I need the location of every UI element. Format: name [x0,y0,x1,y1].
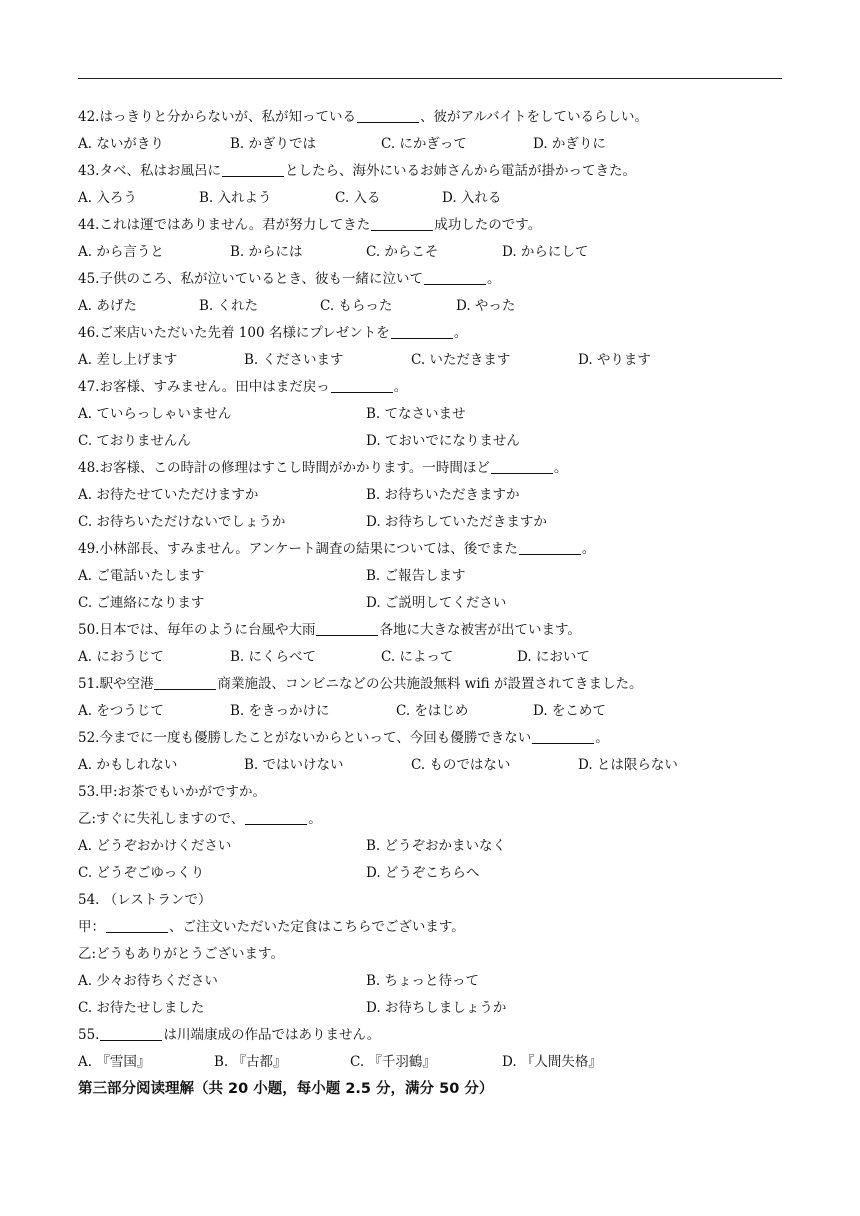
answer-blank [424,270,486,285]
question-44 [78,212,798,239]
options-54-row1 [78,968,798,995]
options-49-row1 [78,563,798,590]
question-text: 乙:どうもありがとうございます。 [78,946,284,962]
answer-blank [222,162,284,177]
options-47-row1 [78,401,798,428]
option-b: B. をきっかけに [230,703,330,719]
question-text: 日本では、毎年のように台風や大雨 [99,622,316,638]
question-text: 各地に大きな被害が出ています。 [379,622,581,638]
option-d: D. とは限らない [578,757,678,773]
answer-blank [245,810,307,825]
question-42 [78,104,798,131]
question-52 [78,725,798,752]
option-c: C. お待たせしました [78,1000,205,1016]
question-text: 甲： [78,919,105,935]
options-47-row2 [78,428,798,455]
option-d: D. やった [456,298,516,314]
question-number: 46. [78,325,100,341]
question-50 [78,617,798,644]
answer-blank [371,216,433,231]
option-c: C. もらった [320,298,393,314]
option-c: C. ご連絡になります [78,595,205,611]
question-text: これは運ではありません。君が努力してきた [99,217,371,233]
option-d: D. どうぞこちらへ [366,865,480,881]
answer-blank [100,1026,162,1041]
option-b: B. てなさいませ [366,406,466,422]
question-text: ご来店いただいた先着 100 名様にプレゼントを [99,325,390,341]
option-b: B. にくらべて [230,649,317,665]
question-text: はっきりと分からないが、私が知っている [99,109,356,125]
question-number: 54. [78,892,100,908]
option-d: D. やります [578,352,651,368]
option-c: C. ておりませんん [78,433,191,449]
header-rule [78,78,782,79]
question-number: 51. [78,676,100,692]
answer-blank [106,918,168,933]
option-c: C. 『千羽鶴』 [350,1054,436,1070]
option-b: B. かぎりでは [230,136,317,152]
option-d: D. お待ちしていただきますか [366,514,547,530]
question-text: 子供のころ、私が泣いているとき、彼も一緒に泣いて [99,271,423,287]
question-text: 成功したのです。 [434,217,542,233]
option-a: A. ていらっしゃいません [78,406,232,422]
question-number: 50. [78,622,100,638]
option-a: A. から言うと [78,244,164,260]
option-a: A. あげた [78,298,137,314]
option-d: D. お待ちしましょうか [366,1000,507,1016]
question-45 [78,266,798,293]
option-d: D. ておいでになりません [366,433,520,449]
question-text: 。 [595,730,609,746]
question-number: 53. [78,784,100,800]
answer-blank [154,675,216,690]
question-51 [78,671,798,698]
option-b: B. ではいけない [244,757,344,773]
options-44 [78,239,798,266]
question-number: 49. [78,541,100,557]
option-c: C. にかぎって [381,136,467,152]
option-b: B. ご報告します [366,568,466,584]
options-53-row1 [78,833,798,860]
question-text: 。 [393,379,408,395]
question-54-line2 [78,941,798,968]
option-d: D. からにして [502,244,589,260]
question-55 [78,1022,798,1049]
question-46 [78,320,798,347]
option-d: D. 入れる [442,190,502,206]
question-43 [78,158,798,185]
question-text: 。 [553,460,568,476]
question-number: 42. [78,109,100,125]
option-b: B. くださいます [244,352,344,368]
options-55 [78,1049,798,1076]
option-a: A. 入ろう [78,190,137,206]
option-c: C. どうぞごゆっくり [78,865,205,881]
question-number: 43. [78,163,100,179]
option-a: A. ご電話いたします [78,568,205,584]
question-text: 、彼がアルバイトをしているらしい。 [419,109,648,125]
option-d: D. ご説明してください [366,595,507,611]
options-53-row2 [78,860,798,887]
option-b: B. からには [230,244,303,260]
option-d: D. 『人間失格』 [502,1054,602,1070]
option-c: C. いただきます [411,352,511,368]
options-48-row2 [78,509,798,536]
question-number: 44. [78,217,100,233]
option-a: A. どうぞおかけください [78,838,232,854]
question-number: 47. [78,379,100,395]
question-text: は川端康成の作品ではありません。 [163,1027,381,1043]
option-a: A. 『雪国』 [78,1054,151,1070]
question-49 [78,536,798,563]
question-54-line1 [78,914,798,941]
options-50 [78,644,798,671]
question-number: 48. [78,460,100,476]
option-c: C. からこそ [366,244,439,260]
answer-blank [532,729,594,744]
question-text: 。 [308,811,322,827]
option-a: A. お待たせていただけますか [78,487,259,503]
question-text: （レストランで） [103,892,212,908]
option-b: B. 『古都』 [214,1054,287,1070]
options-42 [78,131,798,158]
option-b: B. どうぞおかまいなく [366,838,507,854]
option-b: B. お待ちいただきますか [366,487,520,503]
answer-blank [316,621,378,636]
options-51 [78,698,798,725]
question-text: 。 [486,271,501,287]
question-text: 甲:お茶でもいかがですか。 [99,784,267,800]
question-47 [78,374,798,401]
option-a: A. ないがきり [78,136,164,152]
question-text: 駅や空港 [99,676,154,692]
option-a: A. をつうじて [78,703,164,719]
question-text: 。 [581,541,596,557]
question-text: 小林部長、すみません。アンケート調査の結果については、後でまた [99,541,518,557]
question-text: タベ、私はお風呂に [99,163,221,179]
answer-blank [491,459,553,474]
option-b: B. ちょっと待って [366,973,480,989]
answer-blank [357,108,419,123]
question-text: 、ご注文いただいた定食はこちらでございます。 [169,919,465,935]
option-d: D. をこめて [533,703,606,719]
options-46 [78,347,798,374]
options-43 [78,185,798,212]
options-45 [78,293,798,320]
question-48 [78,455,798,482]
question-number: 55. [78,1027,100,1043]
answer-blank [519,540,581,555]
option-b: B. 入れよう [199,190,272,206]
question-53-reply [78,806,798,833]
option-d: D. かぎりに [533,136,606,152]
option-a: A. 差し上げます [78,352,178,368]
option-c: C. お待ちいただけないでしょうか [78,514,286,530]
question-text: としたら、海外にいるお姉さんから電話が掛かってきた。 [284,163,636,179]
answer-blank [331,378,393,393]
options-52 [78,752,798,779]
question-text: 今までに一度も優勝したことがないからといって、今回も優勝できない [99,730,532,746]
option-a: A. 少々お待ちください [78,973,218,989]
option-c: C. によって [381,649,454,665]
options-49-row2 [78,590,798,617]
question-text: 乙:すぐに失礼しますので、 [78,811,245,827]
answer-blank [391,324,453,339]
option-d: D. において [517,649,590,665]
option-c: C. ものではない [411,757,511,773]
option-a: A. かもしれない [78,757,178,773]
options-48-row1 [78,482,798,509]
question-text: お客様、すみません。田中はまだ戻っ [99,379,330,395]
exam-content [78,104,798,1103]
question-number: 45. [78,271,100,287]
question-text: お客様、この時計の修理はすこし時間がかかります。一時間ほど [99,460,490,476]
option-c: C. 入る [335,190,381,206]
section-title: 第三部分阅读理解（共 20 小题，每小题 2.5 分，满分 50 分） [78,1081,494,1097]
option-a: A. におうじて [78,649,164,665]
options-54-row2 [78,995,798,1022]
question-number: 52. [78,730,100,746]
question-text: 商業施設、コンビニなどの公共施設無料 wifi が設置されてきました。 [217,676,643,692]
option-c: C. をはじめ [396,703,469,719]
option-b: B. くれた [199,298,259,314]
question-text: 。 [453,325,468,341]
question-54 [78,887,798,914]
question-53 [78,779,798,806]
